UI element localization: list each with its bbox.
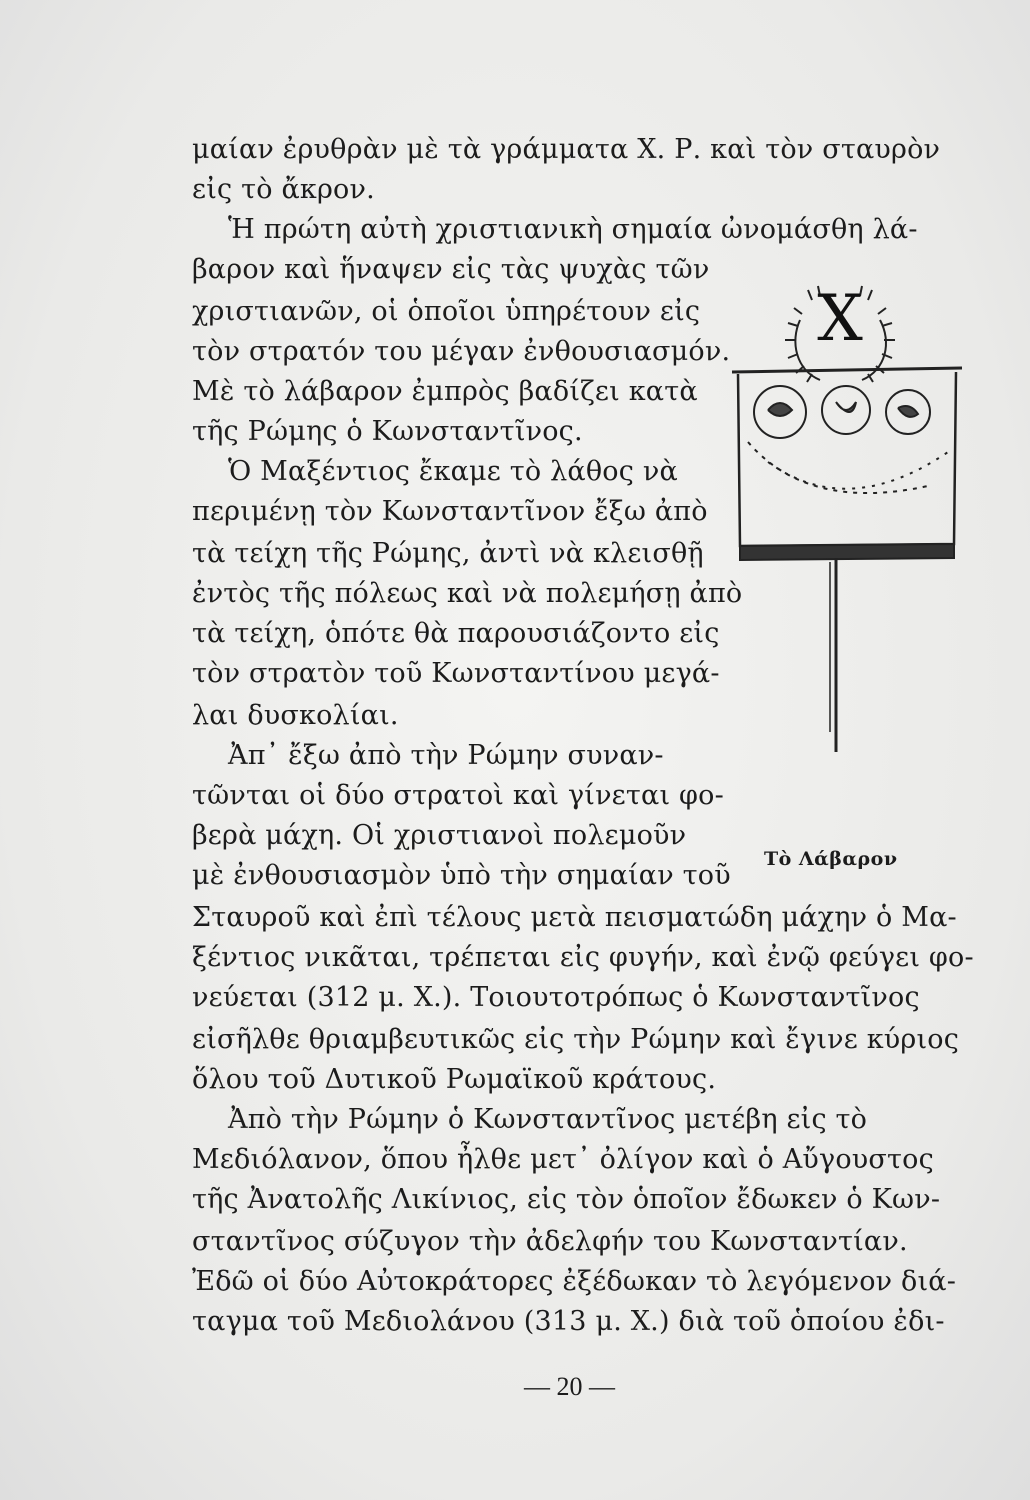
labarum-illustration	[728, 262, 966, 822]
text-line-15: λαι δυσκολίαι.	[192, 700, 399, 731]
text-line-1: μαίαν ἐρυθρὰν μὲ τὰ γράμματα Χ. Ρ. καὶ τὸν σταυρὸν	[192, 134, 941, 165]
text-line-9: Ὁ Μαξέντιος ἔκαμε τὸ λάθος νὰ	[228, 456, 678, 487]
text-line-28: σταντῖνος σύζυγον τὴν ἀδελφήν του Κωνσταντίαν.	[192, 1226, 908, 1257]
text-line-27: τῆς Ἀνατολῆς Λικίνιος, εἰς τὸν ὁποῖον ἔδωκεν ὁ Κων-	[192, 1184, 941, 1215]
text-line-6: τὸν στρατόν του μέγαν ἐνθουσιασμόν.	[192, 336, 731, 367]
text-line-25: Ἀπὸ τὴν Ρώμην ὁ Κωνσταντῖνος μετέβη εἰς τὸ	[228, 1104, 868, 1135]
figure-caption: Τὸ Λάβαρον	[764, 848, 898, 870]
text-line-21: ξέντιος νικᾶται, τρέπεται εἰς φυγήν, καὶ ἐνῷ φεύγει φο-	[192, 942, 974, 973]
text-line-10: περιμένῃ τὸν Κωνσταντῖνον ἔξω ἀπὸ	[192, 496, 708, 527]
page-number: — 20 —	[524, 1372, 615, 1401]
text-line-30: ταγμα τοῦ Μεδιολάνου (313 μ. Χ.) διὰ τοῦ ὁποίου ἐδι-	[192, 1306, 945, 1337]
text-line-5: χριστιανῶν, οἱ ὁποῖοι ὑπηρέτουν εἰς	[192, 296, 701, 327]
text-line-18: βερὰ μάχη. Οἱ χριστιανοὶ πολεμοῦν	[192, 820, 687, 851]
text-line-20: Σταυροῦ καὶ ἐπὶ τέλους μετὰ πεισματώδη μάχην ὁ Μα-	[192, 902, 957, 933]
chi-monogram: X	[817, 282, 863, 356]
text-line-4: βαρον καὶ ἥναψεν εἰς τὰς ψυχὰς τῶν	[192, 254, 710, 285]
text-line-3: Ἡ πρώτη αὐτὴ χριστιανικὴ σημαία ὠνομάσθη λά-	[228, 214, 918, 245]
text-line-7: Μὲ τὸ λάβαρον ἐμπρὸς βαδίζει κατὰ	[192, 376, 698, 407]
text-line-17: τῶνται οἱ δύο στρατοὶ καὶ γίνεται φο-	[192, 780, 724, 811]
text-line-23: εἰσῆλθε θριαμβευτικῶς εἰς τὴν Ρώμην καὶ ἔγινε κύριος	[192, 1024, 960, 1055]
text-line-11: τὰ τείχη τῆς Ρώμης, ἀντὶ νὰ κλεισθῇ	[192, 538, 704, 569]
text-line-8: τῆς Ρώμης ὁ Κωνσταντῖνος.	[192, 416, 583, 447]
text-line-24: ὅλου τοῦ Δυτικοῦ Ρωμαϊκοῦ κράτους.	[192, 1064, 717, 1095]
text-line-16: Ἀπ᾿ ἔξω ἀπὸ τὴν Ρώμην συναν-	[228, 740, 664, 771]
text-line-13: τὰ τείχη, ὁπότε θὰ παρουσιάζοντο εἰς	[192, 618, 720, 649]
text-line-14: τὸν στρατὸν τοῦ Κωνσταντίνου μεγά-	[192, 658, 720, 689]
text-line-19: μὲ ἐνθουσιασμὸν ὑπὸ τὴν σημαίαν τοῦ	[192, 860, 731, 891]
text-line-26: Μεδιόλανον, ὅπου ἦλθε μετ᾿ ὀλίγον καὶ ὁ Αὔγουστος	[192, 1144, 934, 1175]
text-line-12: ἐντὸς τῆς πόλεως καὶ νὰ πολεμήσῃ ἀπὸ	[192, 578, 743, 609]
text-line-29: Ἐδῶ οἱ δύο Αὐτοκράτορες ἐξέδωκαν τὸ λεγόμενον διά-	[192, 1266, 957, 1297]
text-line-22: νεύεται (312 μ. Χ.). Τοιουτοτρόπως ὁ Κωνσταντῖνος	[192, 982, 920, 1013]
text-line-2: εἰς τὸ ἄκρον.	[192, 174, 375, 205]
